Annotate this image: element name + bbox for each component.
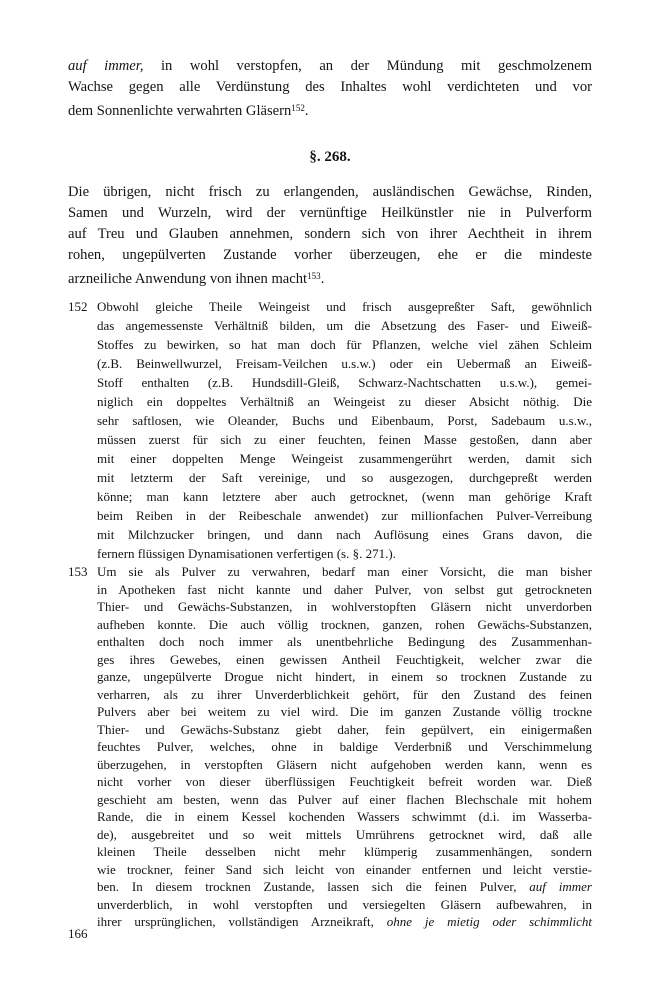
- text-line: [97, 581, 592, 599]
- text-line: [97, 449, 592, 468]
- text-line: [68, 98, 592, 122]
- footnote-153: [68, 563, 592, 931]
- footnotes-block: [68, 297, 592, 931]
- text-segment: nicht vorher von dieser überflüssigen Feuchtigkeit befreit worden war. Dieß: [97, 774, 592, 790]
- text-line: [97, 896, 592, 914]
- text-segment: de), ausgebreitet und so weit mittels Umrührens getrocknet wird, daß alle: [97, 826, 592, 842]
- text-segment: aufheben konnte. Die auch völlig trocknen, ganzen, rohen Gewächs-Substanzen,: [97, 616, 592, 632]
- text-line: [97, 843, 592, 861]
- text-line: [97, 633, 592, 651]
- footnote-marker: 152: [291, 103, 305, 113]
- text-segment: wie trockner, feiner Sand sich leicht von einander entfernen und leicht verstie-: [97, 861, 592, 877]
- text-segment: Wachse gegen alle Verdünstung des Inhaltes wohl verdichteten und vor: [68, 79, 592, 95]
- paragraph-continuation: [68, 0, 592, 122]
- text-segment: ihrer ursprünglichen, vollständigen Arzneikraft,: [97, 914, 387, 930]
- text-segment: ges ihres Gewebes, einen gewissen Antheil Feuchtigkeit, welcher zwar die: [97, 651, 592, 667]
- text-segment: enthalten doch noch immer als unentbehrliche Bedingung des Zusammenhan-: [97, 634, 592, 650]
- text-segment: mit Milchzucker bringen, und dann nach Auflösung eines Grans davon, die: [97, 527, 592, 543]
- text-segment: Die übrigen, nicht frisch zu erlangenden, ausländischen Gewächse, Rinden,: [68, 184, 592, 201]
- text-segment: verharren, als zu ihrer Unverderblichkeit gehört, für den Zustand des feinen: [97, 686, 592, 702]
- text-line: [97, 703, 592, 721]
- text-line: [97, 430, 592, 449]
- text-segment: niglich ein doppeltes Verhältniß an Weingeist zu dieser Absicht nöthig. Die: [97, 394, 592, 410]
- text-segment: in Apotheken fast nicht kannte und daher Pulver, von selbst gut getrockneten: [97, 581, 592, 597]
- book-page: [68, 0, 592, 990]
- text-line: [97, 668, 592, 686]
- text-segment: feuchtes Pulver, welches, ohne in baldige Verderbniß und Verschimmelung: [97, 739, 592, 755]
- text-segment: dem Sonnenlichte verwahrten Gläsern: [68, 103, 292, 120]
- italic-text: ohne je mietig oder schimmlicht: [386, 914, 592, 930]
- text-segment: ganze, ungepülverte Drogue nicht hindert, in einem so trocknen Zustande zu: [97, 669, 592, 685]
- paragraph-section-268: [68, 182, 592, 290]
- text-line: [97, 506, 592, 525]
- text-segment: in wohl verstopfen, an der Mündung mit geschmolzenem: [143, 58, 592, 74]
- text-segment: Thier- und Gewächs-Substanzen, in wohlverstopften Gläsern nicht unverdorben: [97, 599, 592, 615]
- text-segment: überzugehen, in verstopften Gläsern nicht aufgehoben werden kann, wenn es: [97, 756, 592, 772]
- text-segment: Um sie als Pulver zu verwahren, bedarf man einer Vorsicht, die man bisher: [97, 564, 592, 580]
- text-line: [97, 354, 592, 373]
- text-segment: rohen, ungepülverten Zustande vorher überzeugen, ehe er die mindeste: [68, 247, 592, 264]
- text-line: [97, 487, 592, 506]
- text-line: [97, 373, 592, 392]
- text-segment: auf Treu und Glauben annehmen, sondern sich von ihrer Aechtheit in ihrem: [68, 226, 592, 243]
- text-line: [97, 651, 592, 669]
- text-segment: Rande, die in einem Kessel kochenden Wassers schwimmt (d.i. im Wasserba-: [97, 809, 592, 825]
- text-line: [97, 335, 592, 354]
- text-line: [97, 808, 592, 826]
- footnote-number: 152: [68, 299, 88, 315]
- italic-text: auf immer: [529, 879, 592, 895]
- text-segment: arzneiliche Anwendung von ihnen macht: [68, 271, 308, 288]
- text-line: [97, 826, 592, 844]
- text-line: [97, 773, 592, 791]
- footnote-152: [68, 297, 592, 563]
- text-segment: unverderblich, in wohl verstopften und versiegelten Gläsern aufbewahren, in: [97, 896, 592, 912]
- text-segment: Pulvers aber bei weitem zu viel wird. Die im ganzen Zustande völlig trockne: [97, 704, 592, 720]
- text-line: [97, 525, 592, 544]
- text-segment: das angemessenste Verhältniß bilden, um die Absetzung des Faser- und Eiweiß-: [97, 318, 592, 334]
- text-segment: sehr saftlosen, wie Oleander, Buchs und Eibenbaum, Porst, Sadebaum u.s.w.,: [97, 413, 592, 429]
- text-segment: müssen zuerst für sich zu einer feuchten, feinen Masse gestoßen, dann aber: [97, 432, 592, 448]
- text-segment: .: [304, 103, 309, 120]
- text-line: [97, 598, 592, 616]
- page-number: 166: [68, 926, 88, 941]
- text-line: [97, 861, 592, 879]
- text-segment: fernern flüssigen Dynamisationen verfertigen (s. §. 271.).: [97, 546, 396, 562]
- text-segment: Stoff enthalten (z.B. Hundsdill-Gleiß, Schwarz-Nachtschatten u.s.w.), gemei-: [97, 375, 592, 391]
- text-segment: könne; man kann letztere aber auch getrocknet, (wenn man gehörige Kraft: [97, 489, 592, 505]
- text-line: [68, 245, 592, 266]
- text-segment: beim Reiben in der Reibeschale anwendet) zur millionfachen Pulver-Verreibung: [97, 508, 592, 524]
- text-line: [68, 203, 592, 224]
- text-line: [97, 721, 592, 739]
- text-segment: .: [320, 271, 325, 288]
- text-line: [97, 791, 592, 809]
- text-line: [97, 878, 592, 896]
- text-segment: (z.B. Beinwellwurzel, Freisam-Veilchen u.s.w.) oder ein Uebermaß an Eiweiß-: [97, 356, 592, 372]
- text-segment: kleinen Theile desselben nicht mehr klümperig zusammenhängen, sondern: [97, 844, 592, 860]
- italic-text: auf immer,: [68, 58, 144, 74]
- text-segment: Obwohl gleiche Theile Weingeist und frisch ausgepreßter Saft, gewöhnlich: [97, 299, 592, 315]
- text-line: [97, 411, 592, 430]
- text-segment: mit letzterm der Saft vereinige, und so ausgezogen, durchgepreßt werden: [97, 470, 592, 486]
- footnote-number: 153: [68, 564, 88, 580]
- text-line: [68, 224, 592, 245]
- footnote-text: [97, 563, 592, 931]
- text-segment: Stoffes zu bewirken, so hat man doch für Pflanzen, welche viel zähen Schleim: [97, 337, 592, 353]
- text-segment: Samen und Wurzeln, wird der vernünftige Heilkünstler nie in Pulverform: [68, 205, 592, 222]
- text-line: [97, 913, 592, 931]
- section-heading: §. 268.: [309, 149, 351, 166]
- text-segment: ben. In diesem trocknen Zustande, lassen sich die feinen Pulver,: [97, 879, 530, 895]
- text-segment: geschieht am besten, wenn das Pulver auf einer flachen Blechschale mit hohem: [97, 791, 592, 807]
- text-line: [97, 686, 592, 704]
- text-line: [68, 266, 592, 290]
- text-line: [68, 56, 592, 77]
- text-line: [68, 77, 592, 98]
- text-segment: mit einer doppelten Menge Weingeist zusammengerührt werden, damit sich: [97, 451, 592, 467]
- text-line: [97, 738, 592, 756]
- text-line: [97, 544, 592, 563]
- text-line: [97, 616, 592, 634]
- text-line: [97, 392, 592, 411]
- footnote-marker: 153: [307, 271, 321, 282]
- footnote-text: [97, 297, 592, 563]
- text-line: [97, 297, 592, 316]
- text-segment: Thier- und Gewächs-Substanz giebt daher, fein gepülvert, ein einigermaßen: [97, 721, 592, 737]
- text-line: [68, 182, 592, 203]
- text-line: [97, 563, 592, 581]
- text-line: [97, 316, 592, 335]
- text-line: [97, 468, 592, 487]
- text-line: [97, 756, 592, 774]
